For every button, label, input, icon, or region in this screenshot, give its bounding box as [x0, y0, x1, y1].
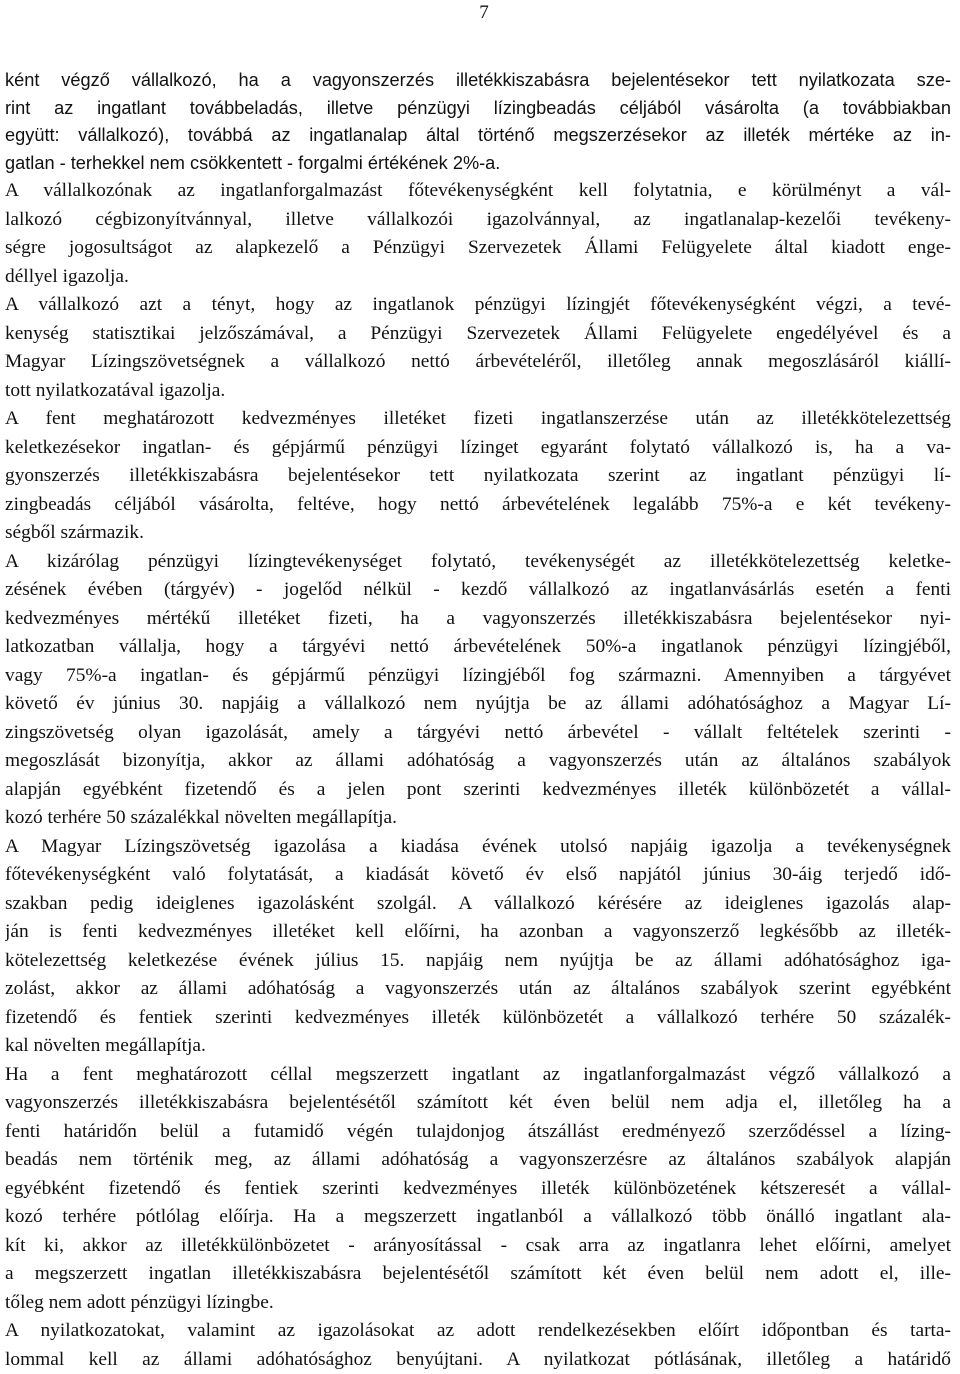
text-line: ségre jogosultságot az alapkezelő a Pénzügyi Szervezetek Állami Felügyelete által kiadott enge- [5, 234, 951, 263]
paragraph-8 [5, 1317, 951, 1374]
text-line: megoszlását bizonyítja, akkor az állami adóhatóság a vagyonszerzés után az általános szabályok [5, 747, 951, 776]
text-line: zingbeadás céljából vásárolta, feltéve, hogy nettó árbevételének legalább 75%-a e két tevékeny- [5, 491, 951, 520]
text-line: Magyar Lízingszövetségnek a vállalkozó nettó árbevételéről, illetőleg annak megoszlásáról kiállí- [5, 348, 951, 377]
text-line: tott nyilatkozatával igazolja. [5, 377, 951, 406]
text-line: együtt: vállalkozó), továbbá az ingatlanalap által történő megszerzésekor az illeték mértéke az in- [5, 122, 951, 150]
text-line: kötelezettség keletkezése évének július 15. napjáig nem nyújtja be az állami adóhatósághoz iga- [5, 947, 951, 976]
text-line: rint az ingatlant továbbeladás, illetve pénzügyi lízingbeadás céljából vásárolta (a továbbiakban [5, 95, 951, 123]
text-line: déllyel igazolja. [5, 263, 951, 292]
text-line: ként végző vállalkozó, ha a vagyonszerzés illetékkiszabásra bejelentésekor tett nyilatkozata sze- [5, 67, 951, 95]
document-body [5, 67, 951, 1374]
text-line: gyonszerzés illetékkiszabásra bejelentésekor tett nyilatkozata szerint az ingatlant pénzügyi lí- [5, 462, 951, 491]
text-line: fenti határidőn belül a futamidő végén tulajdonjog átszállást eredményező szerződéssel a lízing- [5, 1118, 951, 1147]
text-line: A Magyar Lízingszövetség igazolása a kiadása évének utolsó napjáig igazolja a tevékenységnek [5, 833, 951, 862]
text-line: zolást, akkor az állami adóhatóság a vagyonszerzés után az általános szabályok szerint egyébként [5, 975, 951, 1004]
paragraph-4 [5, 405, 951, 548]
text-line: A nyilatkozatokat, valamint az igazolásokat az adott rendelkezésekben előírt időpontban és tarta- [5, 1317, 951, 1346]
paragraph-3 [5, 291, 951, 405]
text-line: egyébként fizetendő és fentiek szerinti kedvezményes illeték különbözetének kétszeresét a vállal- [5, 1175, 951, 1204]
text-line: ségből származik. [5, 519, 951, 548]
text-line: vagyonszerzés illetékkiszabásra bejelentésétől számított két éven belül nem adja el, illetőleg ha a [5, 1089, 951, 1118]
text-line: a megszerzett ingatlan illetékkiszabásra bejelentésétől számított két éven belül nem adott el, ille- [5, 1260, 951, 1289]
text-line: fizetendő és fentiek szerinti kedvezményes illeték különbözetét a vállalkozó terhére 50 százalék- [5, 1004, 951, 1033]
text-line: A vállalkozó azt a tényt, hogy az ingatlanok pénzügyi lízingjét főtevékenységként végzi, a tevé- [5, 291, 951, 320]
text-line: főtevékenységként való folytatását, a kiadását követő év első napjától június 30-áig terjedő idő- [5, 861, 951, 890]
text-line: ján is fenti kedvezményes illetéket kell előírni, ha azonban a vagyonszerző legkésőbb az illeték- [5, 918, 951, 947]
text-line: kít ki, akkor az illetékkülönbözetet - arányosítással - csak arra az ingatlanra lehet előírni, amelyet [5, 1232, 951, 1261]
text-line: kozó terhére 50 százalékkal növelten megállapítja. [5, 804, 951, 833]
text-line: beadás nem történik meg, az állami adóhatóság a vagyonszerzésre az általános szabályok alapján [5, 1146, 951, 1175]
text-line: gatlan - terhekkel nem csökkentett - forgalmi értékének 2%-a. [5, 150, 951, 178]
paragraph-1 [5, 67, 951, 177]
text-line: zésének évében (tárgyév) - jogelőd nélkül - kezdő vállalkozó az ingatlanvásárlás esetén a fenti [5, 576, 951, 605]
text-line: lommal kell az állami adóhatósághoz benyújtani. A nyilatkozat pótlásának, illetőleg a határidő [5, 1346, 951, 1374]
text-line: követő év június 30. napjáig a vállalkozó nem nyújtja be az állami adóhatósághoz a Magyar Lí- [5, 690, 951, 719]
text-line: tőleg nem adott pénzügyi lízingbe. [5, 1289, 951, 1318]
text-line: vagy 75%-a ingatlan- és gépjármű pénzügyi lízingjéből fog származni. Amennyiben a tárgyévet [5, 662, 951, 691]
text-line: latkozatban vállalja, hogy a tárgyévi nettó árbevételének 50%-a ingatlanok pénzügyi lízingjéből, [5, 633, 951, 662]
text-line: alapján egyébként fizetendő és a jelen pont szerinti kedvezményes illeték különbözetét a vállal- [5, 776, 951, 805]
paragraph-2 [5, 177, 951, 291]
page-number: 7 [472, 2, 496, 24]
text-line: zingszövetség olyan igazolását, amely a tárgyévi nettó árbevétel - vállalt feltételek szerinti - [5, 719, 951, 748]
paragraph-7 [5, 1061, 951, 1318]
text-line: szakban pedig ideiglenes igazolásként szolgál. A vállalkozó kérésére az ideiglenes igazolás alap- [5, 890, 951, 919]
text-line: kenység statisztikai jelzőszámával, a Pénzügyi Szervezetek Állami Felügyelete engedélyével és a [5, 320, 951, 349]
text-line: lalkozó cégbizonyítvánnyal, illetve vállalkozói igazolvánnyal, az ingatlanalap-kezelői tevékeny- [5, 206, 951, 235]
text-line: Ha a fent meghatározott céllal megszerzett ingatlant az ingatlanforgalmazást végző vállalkozó a [5, 1061, 951, 1090]
text-line: keletkezésekor ingatlan- és gépjármű pénzügyi lízinget egyaránt folytató vállalkozó is, ha a va- [5, 434, 951, 463]
text-line: kedvezményes mértékű illetéket fizeti, ha a vagyonszerzés illetékkiszabásra bejelentésekor nyi- [5, 605, 951, 634]
paragraph-6 [5, 833, 951, 1061]
paragraph-5 [5, 548, 951, 833]
text-line: A vállalkozónak az ingatlanforgalmazást főtevékenységként kell folytatnia, e körülményt a vál- [5, 177, 951, 206]
text-line: A kizárólag pénzügyi lízingtevékenységet folytató, tevékenységét az illetékkötelezettség keletke- [5, 548, 951, 577]
text-line: kal növelten megállapítja. [5, 1032, 951, 1061]
text-line: A fent meghatározott kedvezményes illetéket fizeti ingatlanszerzése után az illetékkötelezettség [5, 405, 951, 434]
text-line: kozó terhére pótlólag előírja. Ha a megszerzett ingatlanból a vállalkozó több önálló ingatlant ala- [5, 1203, 951, 1232]
